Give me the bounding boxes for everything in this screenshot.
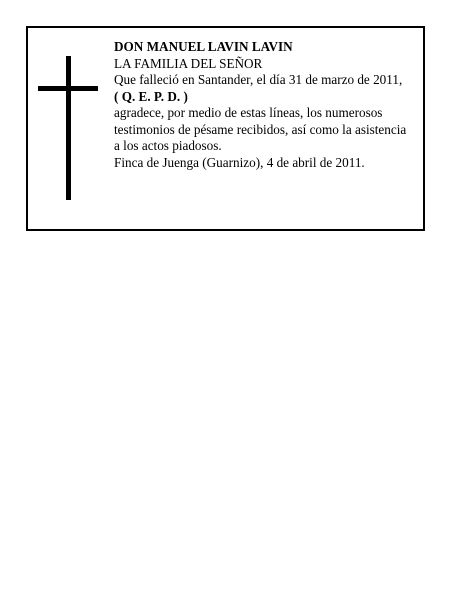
death-info: Que falleció en Santander, el día 31 de marzo de 2011, — [114, 72, 403, 87]
deceased-name: DON MANUEL LAVIN LAVIN — [114, 39, 293, 54]
place-date: Finca de Juenga (Guarnizo), 4 de abril de 2011. — [114, 154, 365, 170]
rip-abbreviation: ( Q. E. P. D. ) — [114, 88, 188, 104]
notice-text — [114, 39, 424, 171]
thanks-line-3: a los actos piadosos. — [114, 138, 222, 153]
thanks-line-2: testimonios de pésame recibidos, así como la asistencia — [114, 121, 407, 137]
family-line: LA FAMILIA DEL SEÑOR — [114, 55, 263, 71]
obituary-notice — [26, 26, 425, 231]
cross-vertical-bar — [66, 56, 71, 200]
cross-horizontal-bar — [38, 86, 98, 91]
thanks-line-1: agradece, por medio de estas líneas, los numerosos — [114, 105, 383, 120]
cross-icon — [38, 56, 98, 200]
